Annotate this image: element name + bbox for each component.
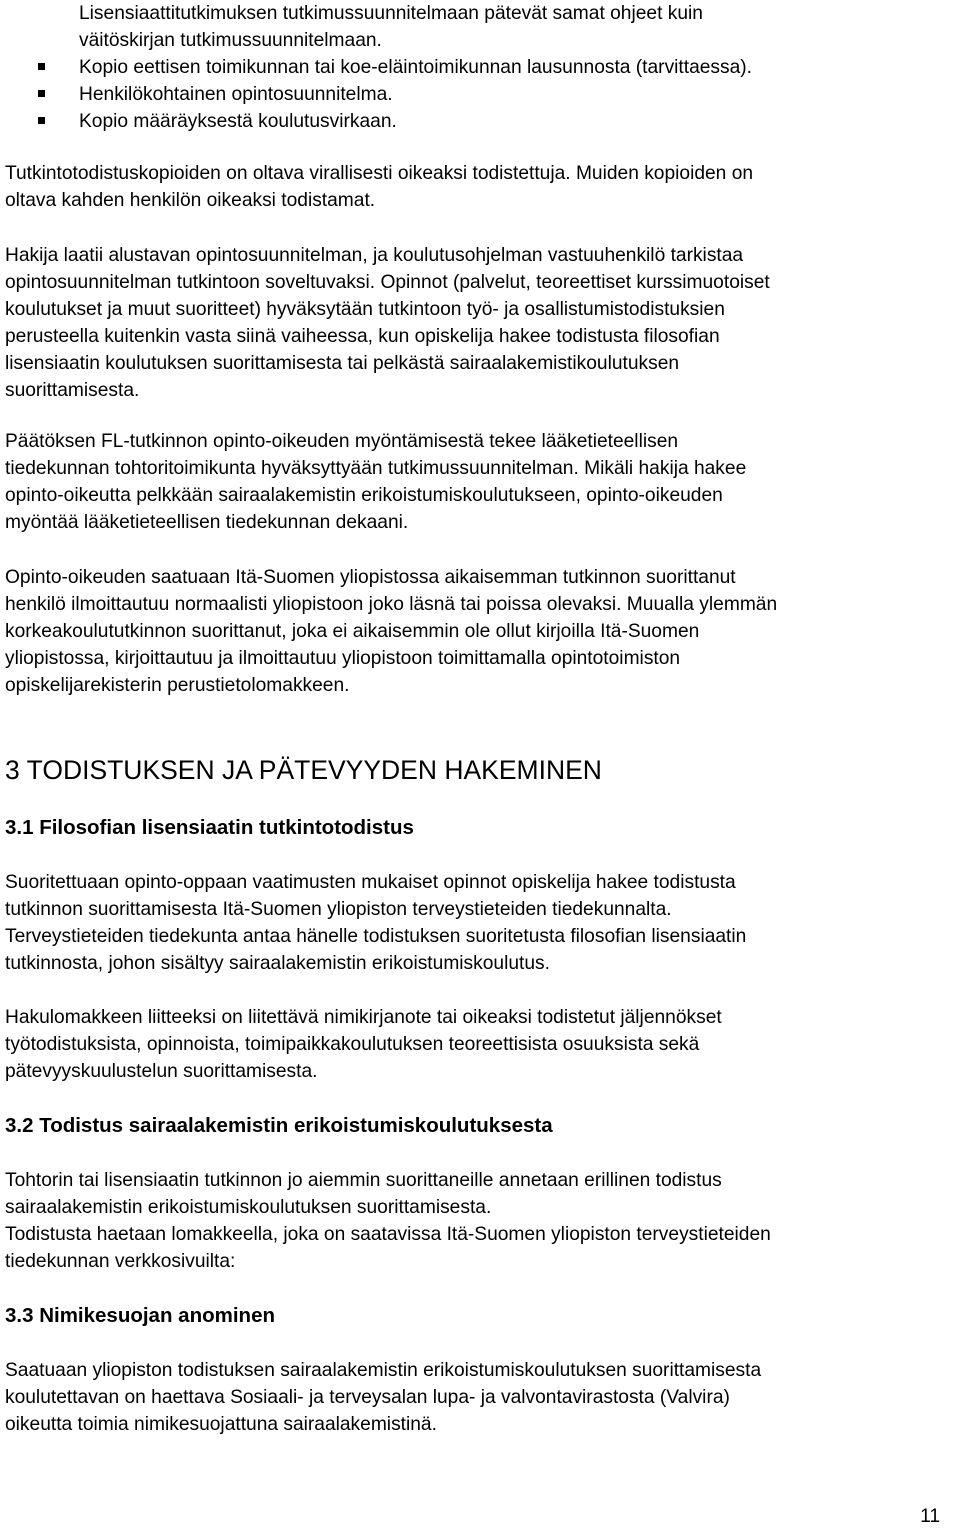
text-line: opintosuunnitelman tutkintoon soveltuvaksi. Opinnot (palvelut, teoreettiset kurssimuotoiset bbox=[5, 272, 770, 293]
text-line: henkilö ilmoittautuu normaalisti yliopistoon joko läsnä tai poissa olevaksi. Muualla ylemmän bbox=[5, 594, 778, 615]
intro-continuation bbox=[79, 0, 939, 54]
text-line: tiedekunnan tohtoritoimikunta hyväksyttyään tutkimussuunnitelman. Mikäli hakija hakee bbox=[5, 458, 747, 479]
paragraph bbox=[5, 1004, 945, 1085]
text-line: Tutkintotodistuskopioiden on oltava virallisesti oikeaksi todistettuja. Muiden kopioiden on bbox=[5, 163, 754, 184]
bullet-icon bbox=[38, 117, 45, 124]
paragraph bbox=[5, 869, 945, 977]
text-line: lisensiaatin koulutuksen suorittamisesta tai pelkästä sairaalakemistikoulutuksen bbox=[5, 353, 680, 374]
text-line: Todistusta haetaan lomakkeella, joka on saatavissa Itä-Suomen yliopiston terveystieteiden bbox=[5, 1224, 771, 1245]
bullet-icon bbox=[38, 63, 45, 70]
text-line: Opinto-oikeuden saatuaan Itä-Suomen yliopistossa aikaisemman tutkinnon suorittanut bbox=[5, 567, 736, 588]
text-line: pätevyyskuulustelun suorittamisesta. bbox=[5, 1061, 318, 1082]
subsection-heading: 3.1 Filosofian lisensiaatin tutkintotodistus bbox=[5, 816, 414, 839]
text-line: Tohtorin tai lisensiaatin tutkinnon jo aiemmin suorittaneille annetaan erillinen todistus bbox=[5, 1170, 722, 1191]
page-number: 11 bbox=[920, 1506, 940, 1527]
text-line: oltava kahden henkilön oikeaksi todistamat. bbox=[5, 190, 376, 211]
text-line: perusteella kuitenkin vasta siinä vaiheessa, kun opiskelija hakee todistusta filosofian bbox=[5, 326, 720, 347]
paragraph bbox=[5, 1357, 945, 1438]
list-item-text: Kopio määräyksestä koulutusvirkaan. bbox=[79, 111, 397, 132]
text-line: yliopistossa, kirjoittautuu ja ilmoittautuu yliopistoon toimittamalla opintotoimiston bbox=[5, 648, 681, 669]
paragraph bbox=[5, 428, 945, 536]
subsection-heading: 3.3 Nimikesuojan anominen bbox=[5, 1304, 275, 1327]
text-line: Päätöksen FL-tutkinnon opinto-oikeuden myöntämisestä tekee lääketieteellisen bbox=[5, 431, 679, 452]
list-item-text: Henkilökohtainen opintosuunnitelma. bbox=[79, 84, 393, 105]
list-item-text: Kopio eettisen toimikunnan tai koe-eläintoimikunnan lausunnosta (tarvittaessa). bbox=[79, 57, 753, 78]
text-line: opinto-oikeutta pelkkään sairaalakemistin erikoistumiskoulutukseen, opinto-oikeuden bbox=[5, 485, 723, 506]
text-line: koulutettavan on haettava Sosiaali- ja terveysalan lupa- ja valvontavirastosta (Valvira) bbox=[5, 1387, 730, 1408]
paragraph bbox=[5, 242, 945, 404]
text-line: suorittamisesta. bbox=[5, 380, 140, 401]
text-line: Hakija laatii alustavan opintosuunnitelman, ja koulutusohjelman vastuuhenkilö tarkistaa bbox=[5, 245, 744, 266]
paragraph bbox=[5, 564, 945, 699]
bullet-icon bbox=[38, 90, 45, 97]
text-line: korkeakoulututkinnon suorittanut, joka ei aikaisemmin ole ollut kirjoilla Itä-Suomen bbox=[5, 621, 700, 642]
text-line: Hakulomakkeen liitteeksi on liitettävä nimikirjanote tai oikeaksi todistetut jäljennökset bbox=[5, 1007, 722, 1028]
text-line: tutkinnosta, johon sisältyy sairaalakemistin erikoistumiskoulutus. bbox=[5, 953, 550, 974]
text-line: opiskelijarekisterin perustietolomakkeen. bbox=[5, 675, 350, 696]
text-line: Suoritettuaan opinto-oppaan vaatimusten mukaiset opinnot opiskelija hakee todistusta bbox=[5, 872, 736, 893]
text-line: sairaalakemistin erikoistumiskoulutuksen suorittamisesta. bbox=[5, 1197, 492, 1218]
subsection-heading: 3.2 Todistus sairaalakemistin erikoistumiskoulutuksesta bbox=[5, 1114, 553, 1137]
paragraph bbox=[5, 1167, 945, 1275]
text-line: Saatuaan yliopiston todistuksen sairaalakemistin erikoistumiskoulutuksen suorittamisesta bbox=[5, 1360, 762, 1381]
text-line: oikeutta toimia nimikesuojattuna sairaalakemistinä. bbox=[5, 1414, 437, 1435]
section-heading: 3 TODISTUKSEN JA PÄTEVYYDEN HAKEMINEN bbox=[5, 755, 602, 785]
text-line: tiedekunnan verkkosivuilta: bbox=[5, 1251, 236, 1272]
text-line: työtodistuksista, opinnoista, toimipaikkakoulutuksen teoreettisista osuuksista sekä bbox=[5, 1034, 700, 1055]
text-line: Terveystieteiden tiedekunta antaa hänelle todistuksen suoritetusta filosofian lisensiaatin bbox=[5, 926, 747, 947]
text-line: koulutukset ja muut suoritteet) hyväksytään tutkintoon työ- ja osallistumistodistuksien bbox=[5, 299, 725, 320]
text-line: tutkinnon suorittamisesta Itä-Suomen yliopiston terveystieteiden tiedekunnalta. bbox=[5, 899, 672, 920]
paragraph bbox=[5, 160, 945, 214]
text-line: Lisensiaattitutkimuksen tutkimussuunnitelmaan pätevät samat ohjeet kuin bbox=[79, 3, 703, 24]
text-line: myöntää lääketieteellisen tiedekunnan dekaani. bbox=[5, 512, 409, 533]
text-line: väitöskirjan tutkimussuunnitelmaan. bbox=[79, 30, 382, 51]
